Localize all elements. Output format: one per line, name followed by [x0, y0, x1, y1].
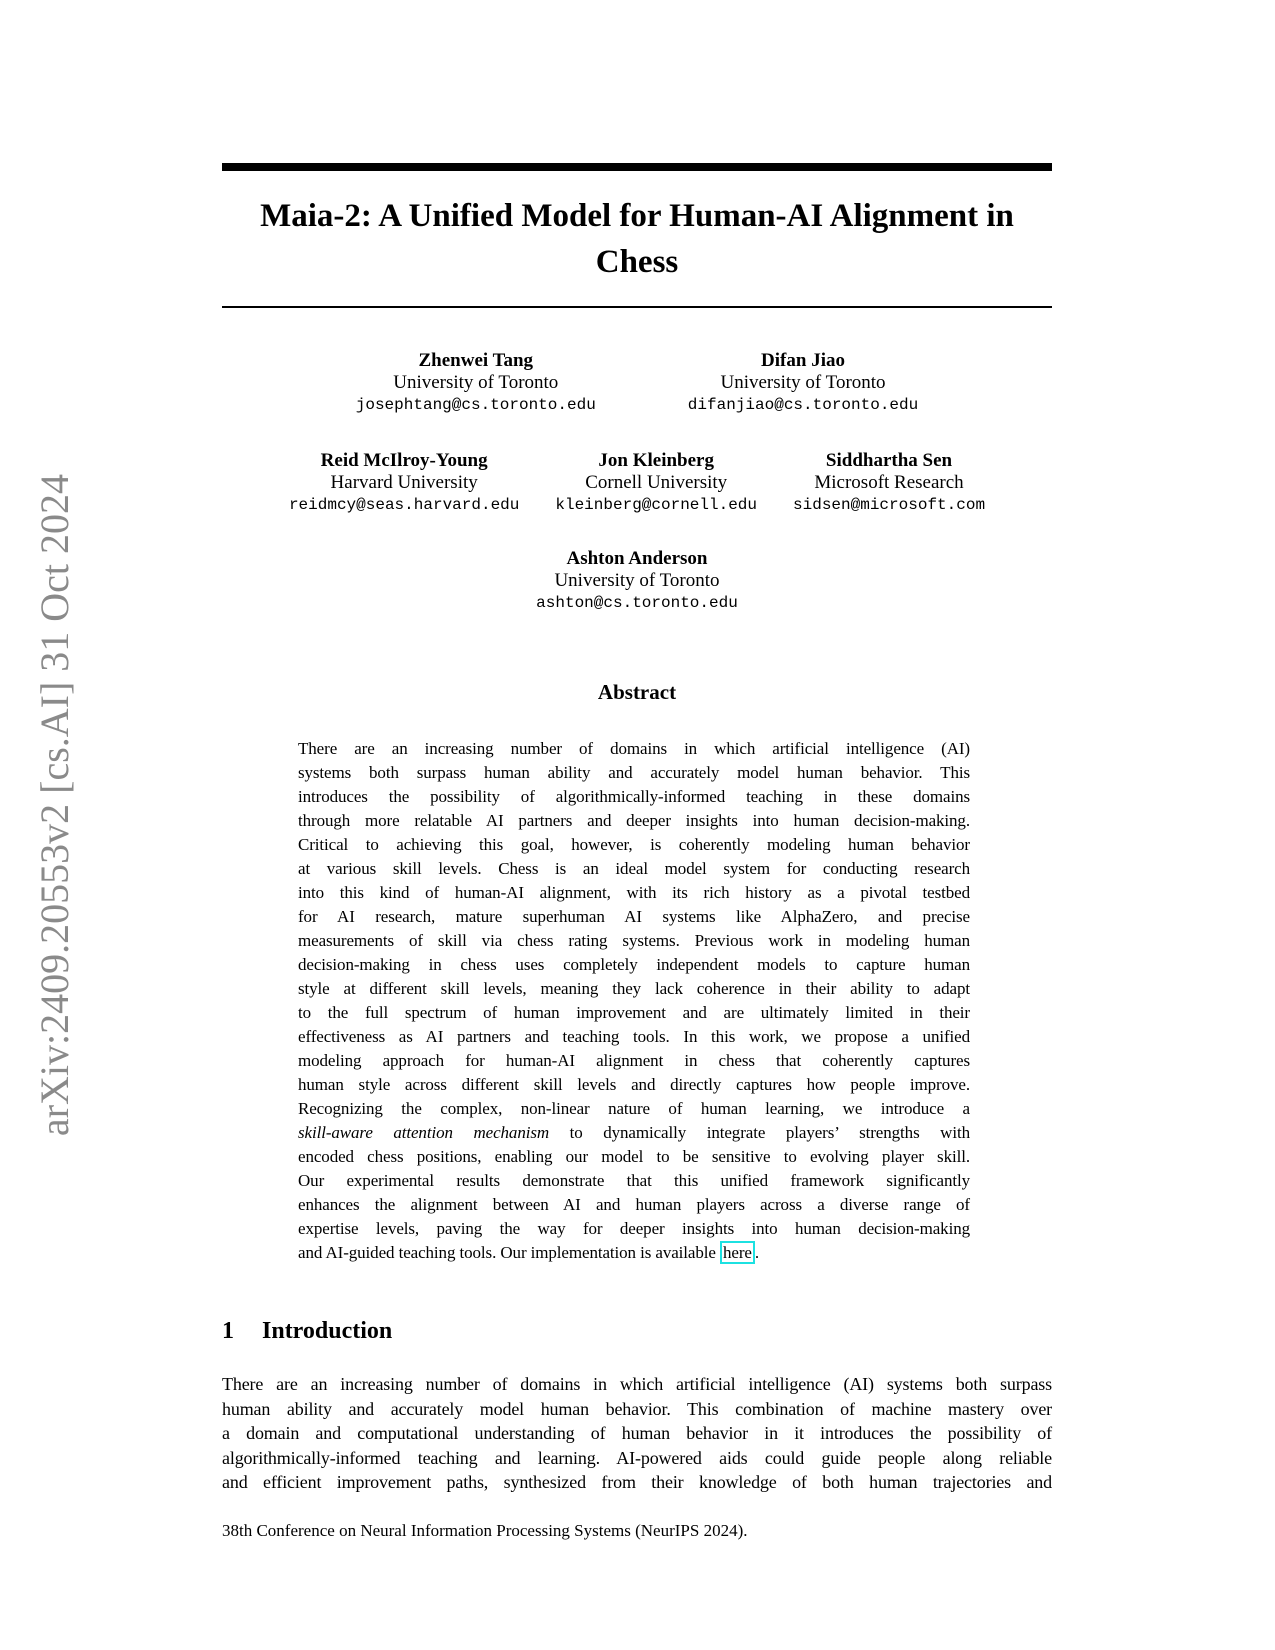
author-block	[536, 548, 738, 614]
title-rule-top	[222, 163, 1052, 171]
author-affil: Microsoft Research	[814, 472, 964, 493]
text-line	[298, 1121, 970, 1145]
author-email: kleinberg@cornell.edu	[555, 496, 758, 514]
author-affil: University of Toronto	[393, 372, 559, 393]
author-name: Siddhartha Sen	[825, 450, 953, 471]
authors-row-3	[222, 548, 1052, 614]
text-line: into this kind of human-AI alignment, with its rich history as a pivotal testbed	[298, 883, 970, 902]
authors-row-2	[222, 450, 1052, 516]
text-line: There are an increasing number of domains in which artificial intelligence (AI)	[298, 739, 970, 758]
author-affil: University of Toronto	[554, 570, 720, 591]
text-line: modeling approach for human-AI alignment in chess that coherently captures	[298, 1051, 970, 1070]
author-affil: Harvard University	[330, 472, 478, 493]
abstract-heading: Abstract	[597, 680, 677, 704]
text-line: measurements of skill via chess rating systems. Previous work in modeling human	[298, 931, 970, 950]
conference-footnote: 38th Conference on Neural Information Processing Systems (NeurIPS 2024).	[222, 1521, 748, 1540]
text-line: Our experimental results demonstrate that this unified framework significantly	[298, 1171, 970, 1190]
author-name: Reid McIlroy-Young	[320, 450, 488, 471]
text-line: a domain and computational understanding of human behavior in it introduces the possibility of	[222, 1423, 1052, 1443]
author-block	[289, 450, 519, 516]
text-line: human style across different skill levels and directly captures how people improve.	[298, 1075, 970, 1094]
text-segment: to dynamically integrate players’ strengths with	[549, 1123, 970, 1142]
text-line: expertise levels, paving the way for deeper insights into human decision-making	[298, 1219, 970, 1238]
section-heading-introduction	[222, 1318, 1052, 1345]
title-rule-bottom	[222, 306, 1052, 308]
abstract-body	[298, 737, 970, 1265]
author-email: josephtang@cs.toronto.edu	[355, 396, 596, 414]
author-name: Zhenwei Tang	[418, 350, 534, 371]
paper-title	[222, 193, 1052, 285]
paper-title-line2: Chess	[595, 244, 679, 280]
author-email: reidmcy@seas.harvard.edu	[288, 496, 520, 514]
author-name: Ashton Anderson	[566, 548, 708, 569]
author-affil: University of Toronto	[720, 372, 886, 393]
author-email: difanjiao@cs.toronto.edu	[687, 396, 919, 414]
text-line	[298, 1241, 970, 1265]
text-line: algorithmically-informed teaching and learning. AI-powered aids could guide people along reliable	[222, 1447, 1052, 1468]
text-line: Recognizing the complex, non-linear nature of human learning, we introduce a	[298, 1099, 970, 1118]
authors-row-1	[222, 350, 1052, 416]
paper-title-line1: Maia-2: A Unified Model for Human-AI Alignment in	[260, 198, 1014, 234]
author-name: Difan Jiao	[761, 350, 845, 371]
text-line: systems both surpass human ability and accurately model human behavior. This	[298, 763, 970, 782]
text-line: Critical to achieving this goal, however, is coherently modeling human behavior	[298, 835, 970, 854]
section-title: Introduction	[262, 1318, 393, 1344]
section-number: 1	[222, 1318, 234, 1344]
text-line: to the full spectrum of human improvement and are ultimately limited in their	[298, 1003, 970, 1022]
text-line: through more relatable AI partners and deeper insights into human decision-making.	[298, 811, 970, 830]
text-segment: .	[754, 1243, 760, 1262]
text-line: There are an increasing number of domains in which artificial intelligence (AI) systems both surpass	[222, 1374, 1052, 1394]
author-email: sidsen@microsoft.com	[793, 496, 986, 514]
author-block	[555, 450, 757, 516]
author-block	[356, 350, 596, 416]
text-line: encoded chess positions, enabling our model to be sensitive to evolving player skill.	[298, 1147, 970, 1166]
author-block	[793, 450, 985, 516]
text-line: style at different skill levels, meaning they lack coherence in their ability to adapt	[298, 979, 970, 998]
introduction-paragraph	[222, 1372, 1052, 1495]
text-line: introduces the possibility of algorithmically-informed teaching in these domains	[298, 787, 970, 806]
text-line: and efficient improvement paths, synthesized from their knowledge of both human trajectories and	[222, 1472, 1052, 1492]
author-email: ashton@cs.toronto.edu	[536, 594, 738, 612]
text-line: human ability and accurately model human behavior. This combination of machine mastery over	[222, 1398, 1052, 1419]
text-segment: and AI-guided teaching tools. Our implementation is available	[298, 1243, 720, 1262]
author-name: Jon Kleinberg	[598, 450, 714, 471]
author-affil: Cornell University	[585, 472, 728, 493]
text-line: at various skill levels. Chess is an ideal model system for conducting research	[298, 859, 970, 878]
text-line: effectiveness as AI partners and teaching tools. In this work, we propose a unified	[298, 1027, 970, 1046]
text-line: for AI research, mature superhuman AI systems like AlphaZero, and precise	[298, 907, 970, 926]
implementation-here-link[interactable]: here	[720, 1241, 755, 1264]
arxiv-watermark: arXiv:2409.20553v2 [cs.AI] 31 Oct 2024	[32, 473, 77, 1137]
text-line: decision-making in chess uses completely independent models to capture human	[298, 955, 970, 974]
text-line: enhances the alignment between AI and human players across a diverse range of	[298, 1195, 970, 1214]
author-block	[688, 350, 918, 416]
italic-phrase: skill-aware attention mechanism	[298, 1123, 550, 1142]
